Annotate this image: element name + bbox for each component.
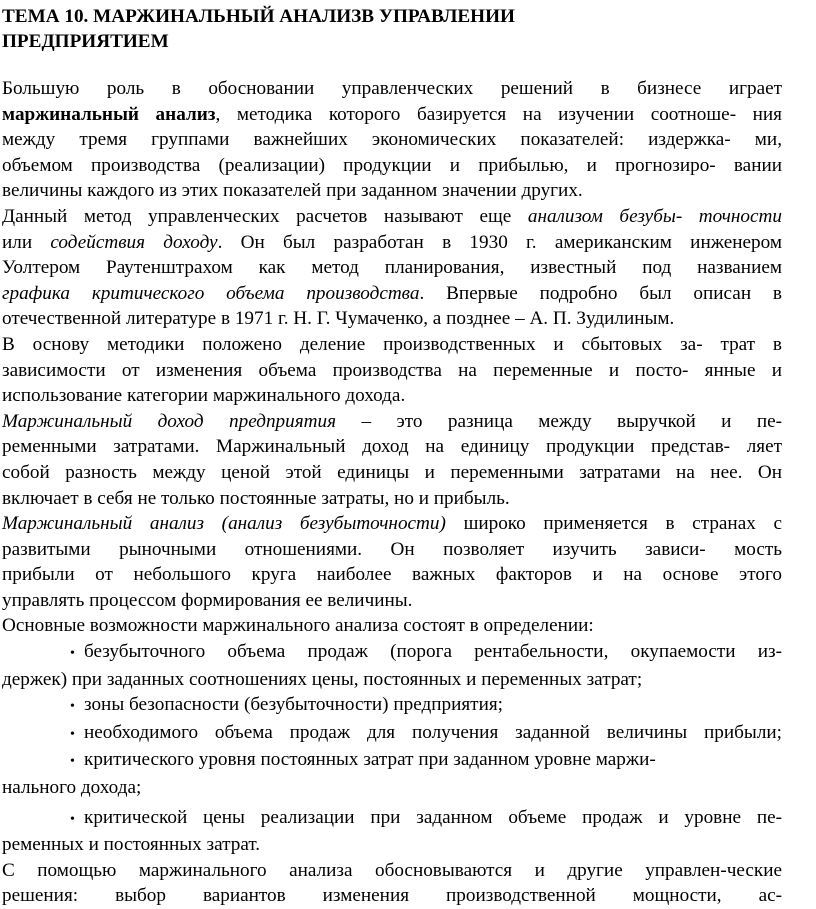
p4-line-4: включает в себя не только постоянные затраты, но и прибыль. [2,487,510,509]
p2-line-5: отечественной литературе в 1971 г. Н. Г. Чумаченко, а позднее – А. П. Зудилиным. [2,308,675,330]
paragraph-5 [2,511,782,613]
p4-line-1-text: – это разница между выручкой и пе- [336,410,782,432]
bullet-1-line-2: держек) при заданных соотношениях цены, постоянных и переменных затрат; [2,668,643,690]
p3-line-2: зависимости от изменения объема производства на переменные и посто- янные и [2,359,782,381]
bullet-4-line-1 [2,747,782,775]
p2-line-2-text-a: или [2,231,51,253]
bullet-icon: • [70,811,75,827]
p1-line-3: между тремя группами важнейших экономических показателей: издержка- ми, [2,129,782,151]
bullet-1-line-1 [2,639,782,667]
document-body [2,76,782,909]
bullet-4-text: критического уровня постоянных затрат при заданном уровне маржи- [84,749,656,771]
bullet-2 [2,692,782,720]
p2-line-1-text: Данный метод управленческих расчетов называют еще [2,205,528,227]
title-line-1: ТЕМА 10. МАРЖИНАЛЬНЫЙ АНАЛИЗВ УПРАВЛЕНИИ [2,6,515,27]
bullet-4-line-2: нального дохода; [2,777,142,799]
p2-line-2 [2,230,782,256]
paragraph-3 [2,332,782,409]
p7-line-1: С помощью маржинального анализа обосновываются и другие управлен-ческие [2,859,782,881]
term-marginal-analysis: маржинальный анализ [2,103,216,125]
bullet-3-text: необходимого объема продаж для получения заданной величины прибыли; [84,721,782,743]
p5-line-2: развитыми рыночными отношениями. Он позволяет изучить зависи- мость [2,538,782,560]
p2-line-2-text-b: . Он был разработан в 1930 г. американским инженером [217,231,782,253]
p5-line-4: управлять процессом формирования ее величины. [2,589,413,611]
paragraph-6 [2,613,782,639]
p5-line-1 [2,511,782,537]
p2-line-3: Уолтером Раутенштрахом как метод планирования, известный под названием [2,257,782,279]
p2-line-1 [2,204,782,230]
paragraph-2 [2,204,782,332]
p1-line-4: объемом производства (реализации) продукции и прибылью, и прогнозиро- вании [2,154,782,176]
bullet-icon: • [70,754,75,770]
p2-line-4-text: . Впервые подробно был описан в [419,282,782,304]
p4-line-2: ременными затратами. Маржинальный доход на единицу продукции представ- ляет [2,436,782,458]
p3-line-1: В основу методики положено деление производственных и сбытовых за- трат в [2,333,782,355]
term-critical-volume-chart: графика критического объема производства [2,282,420,304]
p1-line-5: величины каждого из этих показателей при заданном значении других. [2,180,583,202]
bullet-2-text: зоны безопасности (безубыточности) предприятия; [84,694,503,716]
paragraph-7 [2,858,782,909]
p4-line-1 [2,409,782,435]
title-line-2: ПРЕДПРИЯТИЕМ [2,31,169,52]
p2-line-4 [2,281,782,307]
term-marginal-analysis-italic: Маржинальный анализ (анализ безубыточности) [2,513,446,535]
bullet-5-text: критической цены реализации при заданном объеме продаж и уровне пе- [84,806,782,828]
bullet-5-line-2: ременных и постоянных затрат. [2,834,261,856]
p4-line-3: собой разность между ценой этой единицы и переменными затратами на нее. Он [2,461,782,483]
bullet-3 [2,720,782,748]
bullet-5-line-1 [2,805,782,833]
bullet-icon: • [70,646,75,662]
p5-line-3: прибыли от небольшого круга наиболее важных факторов и на основе этого [2,564,782,586]
p6-intro: Основные возможности маржинального анализа состоят в определении: [2,615,594,637]
term-breakeven-analysis: анализом безубы- точности [527,205,782,227]
bullet-list [2,639,782,858]
bullet-1-text: безубыточного объема продаж (порога рентабельности, окупаемости из- [84,641,782,663]
p3-line-3: использование категории маржинального дохода. [2,385,406,407]
p5-line-1-text: широко применяется в странах с [445,513,782,535]
p1-line-2-rest: , методика которого базируется на изучении соотноше- ния [215,103,782,125]
p1-line-2 [2,102,782,128]
p1-line-1: Большую роль в обосновании управленческих решений в бизнесе играет [2,78,782,99]
paragraph-1 [2,76,782,204]
page-title [2,4,782,54]
bullet-icon: • [70,699,75,715]
term-contribution: содействия доходу [50,231,218,253]
p7-line-2: решения: выбор вариантов изменения производственной мощности, ас- [2,885,782,907]
bullet-icon: • [70,726,75,742]
term-marginal-income: Маржинальный доход предприятия [2,410,337,432]
paragraph-4 [2,409,782,511]
